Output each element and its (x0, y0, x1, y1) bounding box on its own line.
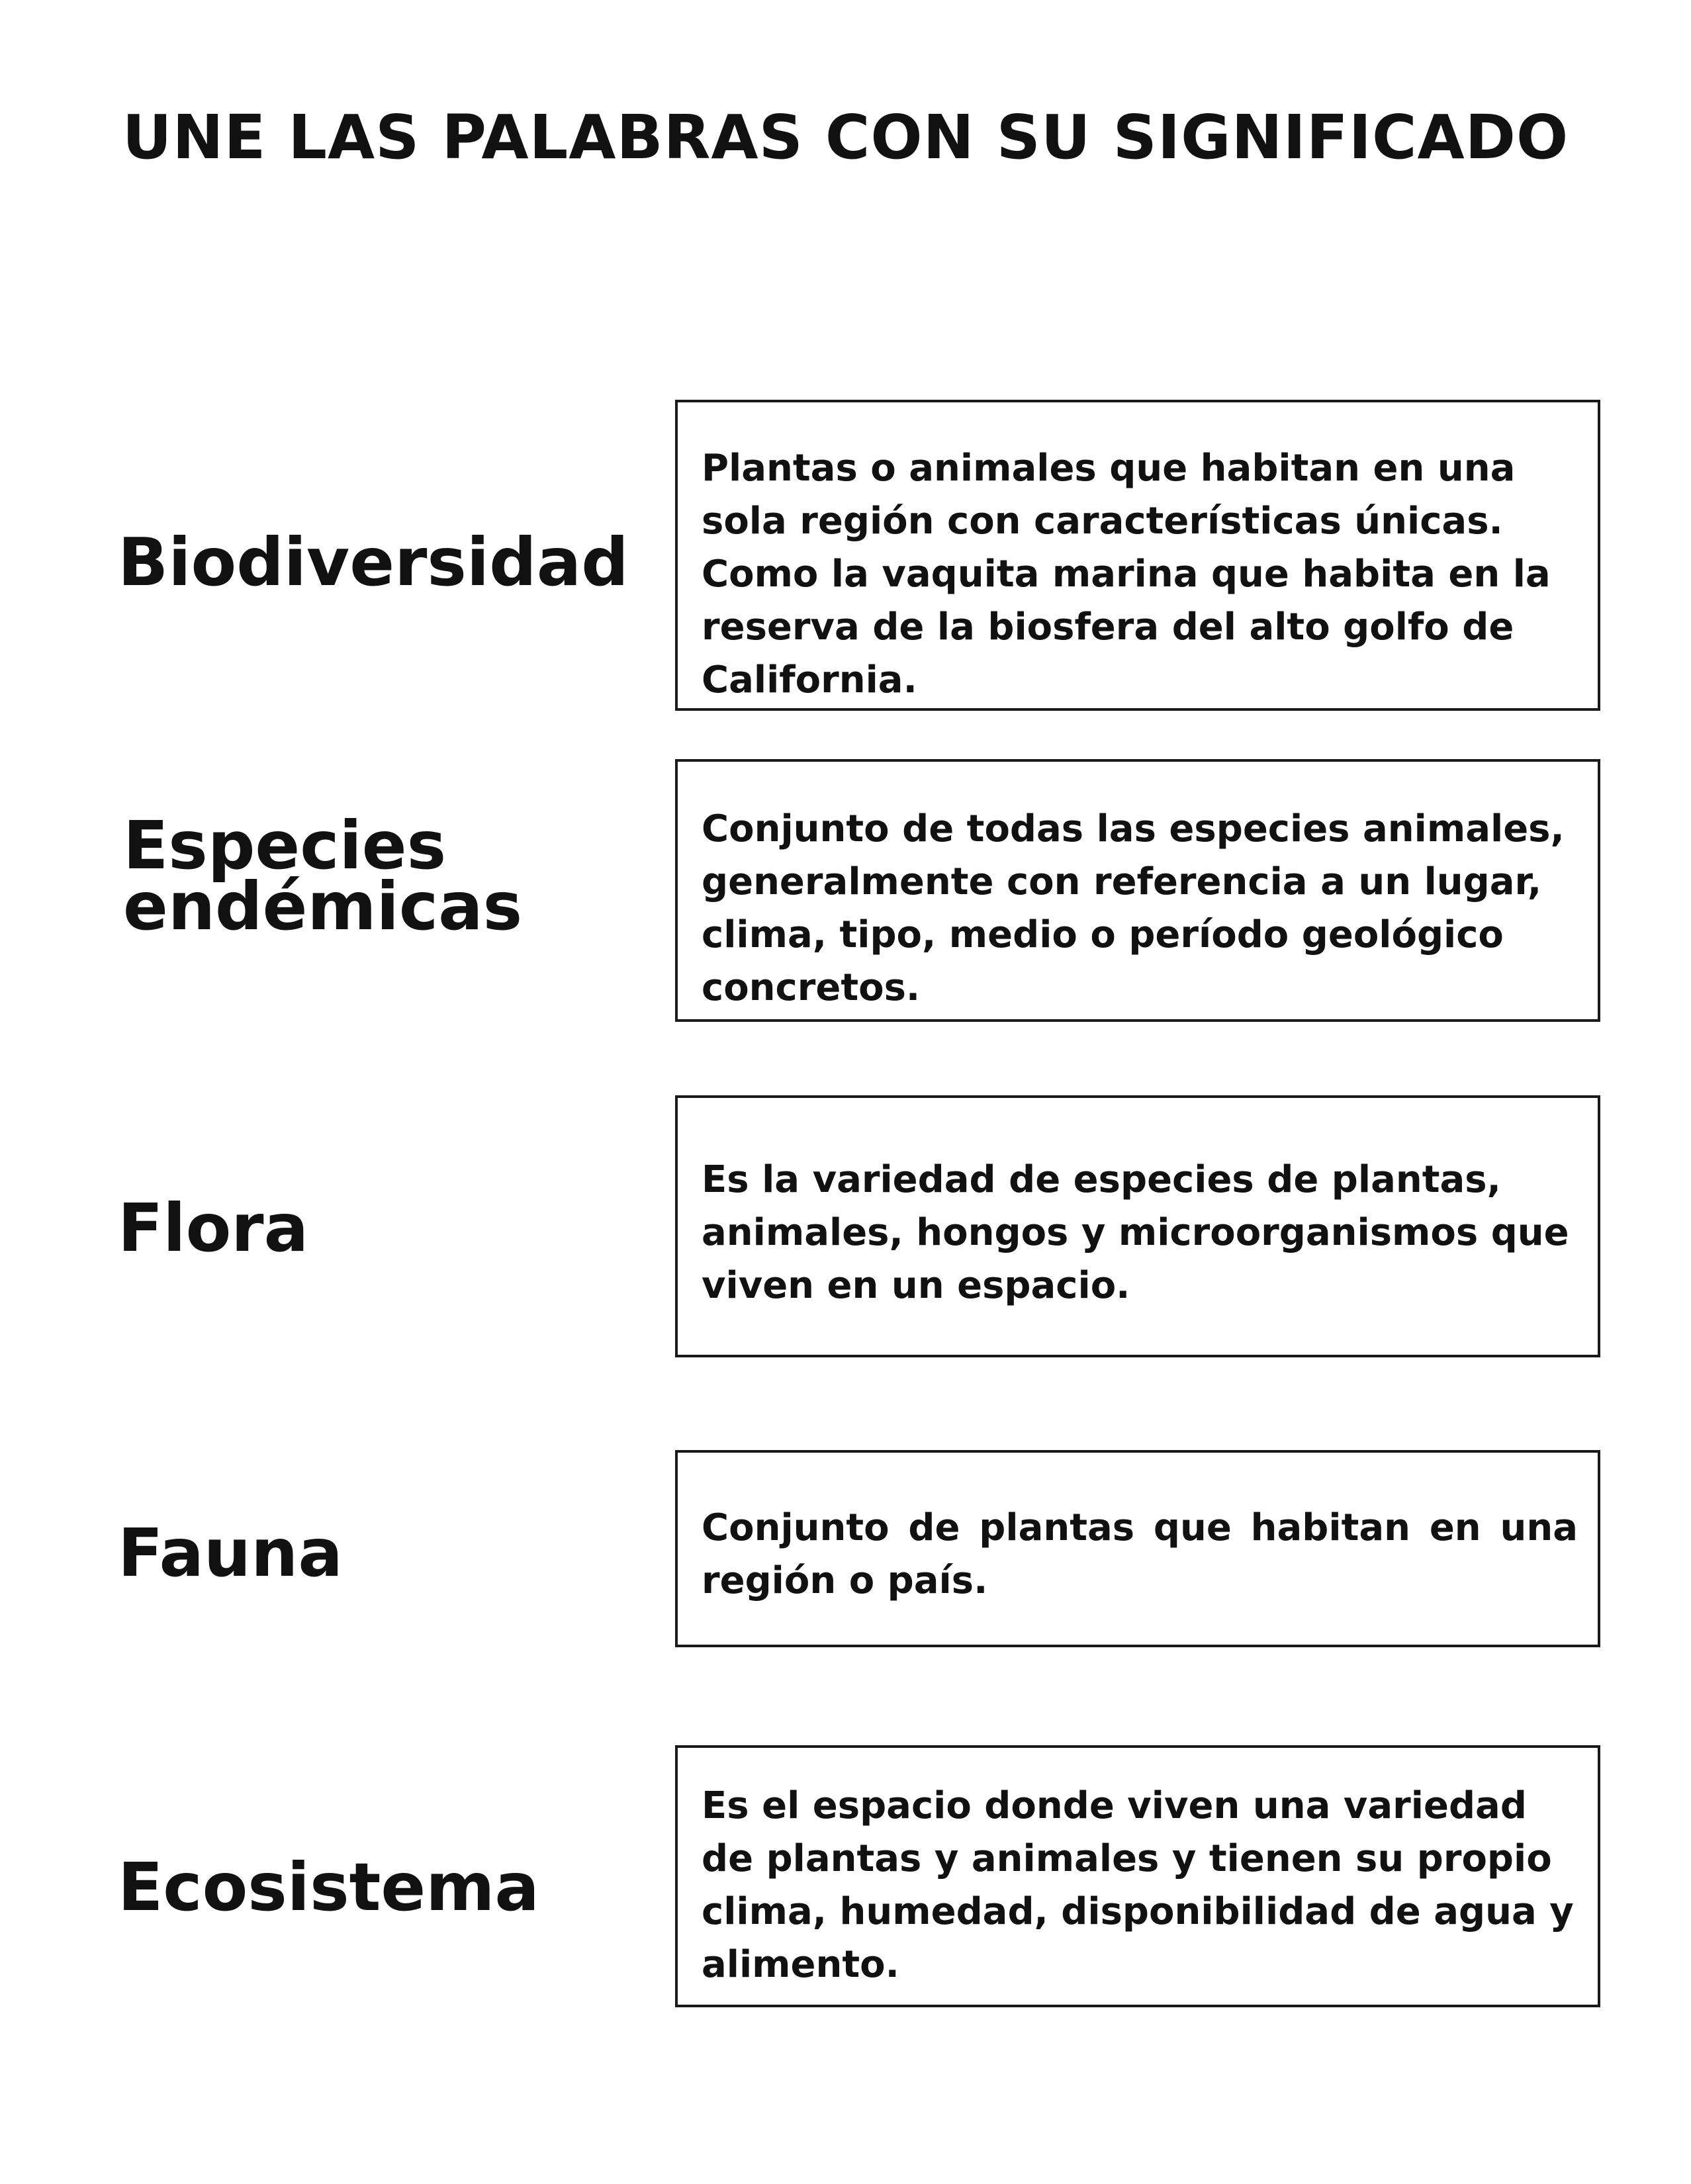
term-ecosistema[interactable]: Ecosistema (118, 1848, 539, 1926)
term-especies-endemicas[interactable]: Especies endémicas (123, 807, 523, 945)
definition-box[interactable]: Es el espacio donde viven una variedad de plantas y animales y tienen su propio clima, humedad, disponibilidad de agua y alimento. (675, 1745, 1600, 2007)
page-title: UNE LAS PALABRAS CON SU SIGNIFICADO (122, 102, 1569, 173)
term-biodiversidad[interactable]: Biodiversidad (118, 523, 629, 601)
term-flora[interactable]: Flora (118, 1189, 309, 1267)
definition-box[interactable]: Plantas o animales que habitan en una sola región con características únicas. Como la vaquita marina que habita en la reserva de la biosfera del alto golfo de California. (675, 400, 1600, 711)
definition-box[interactable]: Es la variedad de especies de plantas, animales, hongos y microorganismos que viven en un espacio. (675, 1095, 1600, 1357)
definition-box[interactable]: Conjunto de plantas que habitan en una región o país. (675, 1450, 1600, 1647)
term-fauna[interactable]: Fauna (118, 1514, 343, 1592)
definition-box[interactable]: Conjunto de todas las especies animales, generalmente con referencia a un lugar, clima, tipo, medio o período geológico concretos. (675, 759, 1600, 1022)
